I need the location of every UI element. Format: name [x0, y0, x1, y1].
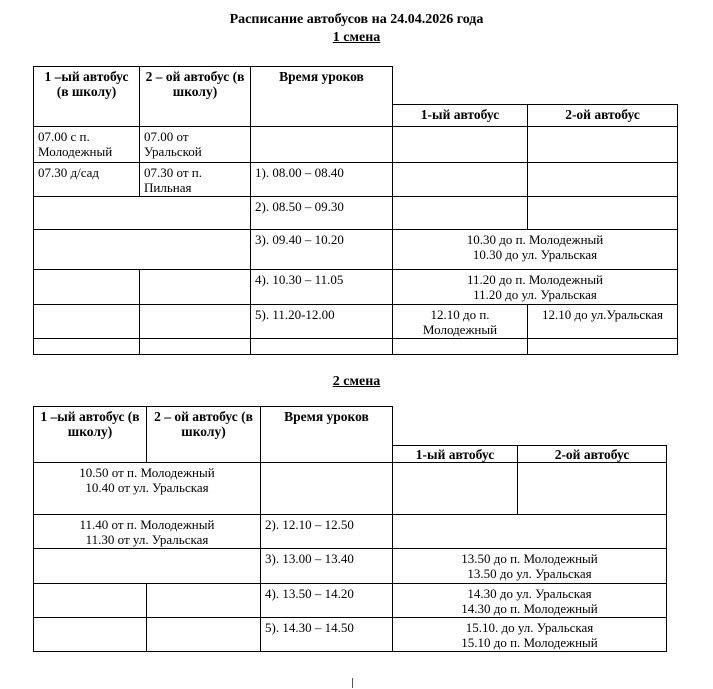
cell	[33, 548, 261, 584]
empty-cell	[33, 583, 147, 618]
cell: 4). 10.30 – 11.05	[250, 269, 393, 305]
cell	[392, 514, 667, 549]
header-bus2-to-school: 2 – ой автобус (в школу)	[139, 66, 251, 127]
cell: 3). 09.40 – 10.20	[250, 229, 393, 270]
cell: 07.30 от п. Пильная	[139, 162, 251, 197]
cell	[392, 162, 528, 197]
empty-cell	[33, 338, 140, 355]
text-cursor	[352, 678, 353, 688]
cell: 14.30 до ул. Уральская 14.30 до п. Молодежный	[392, 583, 667, 618]
cell: 10.50 от п. Молодежный 10.40 от ул. Уральская	[33, 462, 261, 515]
empty-cell	[146, 583, 261, 618]
header-bus2-back: 2-ой автобус	[517, 445, 667, 463]
empty-cell	[517, 462, 667, 515]
cell: 15.10. до ул. Уральская 15.10 до п. Молодежный	[392, 617, 667, 652]
cell: 10.30 до п. Молодежный 10.30 до ул. Уральская	[392, 229, 678, 270]
cell: 2). 12.10 – 12.50	[260, 514, 393, 549]
cell: 07.30 д/сад	[33, 162, 140, 197]
shift1-label: 1 смена	[332, 30, 381, 45]
cell	[33, 229, 251, 270]
empty-cell	[33, 617, 147, 652]
cell: 5). 11.20-12.00	[250, 304, 393, 339]
cell	[33, 196, 251, 230]
empty-cell	[139, 338, 251, 355]
header-lessons: Время уроков	[260, 406, 393, 463]
header-lessons: Время уроков	[250, 66, 393, 127]
header-bus1-to-school: 1 –ый автобус (в школу)	[33, 66, 140, 127]
header-bus2-to-school: 2 – ой автобус (в школу)	[146, 406, 261, 463]
cell	[260, 462, 393, 515]
cell: 07.00 от Уральской	[139, 126, 251, 163]
header-bus1-back: 1-ый автобус	[392, 445, 518, 463]
cell: 11.40 от п. Молодежный 11.30 от ул. Уральская	[33, 514, 261, 549]
cell	[33, 269, 140, 305]
empty-cell	[527, 338, 678, 355]
cell: 13.50 до п. Молодежный 13.50 до ул. Уральская	[392, 548, 667, 584]
cell: 12.10 до п. Молодежный	[392, 304, 528, 339]
cell: 1). 08.00 – 08.40	[250, 162, 393, 197]
empty-cell	[392, 338, 528, 355]
cell: 3). 13.00 – 13.40	[260, 548, 393, 584]
cell	[139, 304, 251, 339]
cell	[139, 269, 251, 305]
header-bus1-back: 1-ый автобус	[392, 104, 528, 127]
document-title: Расписание автобусов на 24.04.2026 года	[229, 12, 484, 27]
shift2-label: 2 смена	[332, 374, 381, 389]
cell	[527, 196, 678, 230]
cell	[527, 162, 678, 197]
cell	[392, 196, 528, 230]
cell	[392, 126, 528, 163]
empty-cell	[146, 617, 261, 652]
empty-cell	[250, 338, 393, 355]
header-bus1-to-school: 1 –ый автобус (в школу)	[33, 406, 147, 463]
cell: 12.10 до ул.Уральская	[527, 304, 678, 339]
cell	[250, 126, 393, 163]
cell: 2). 08.50 – 09.30	[250, 196, 393, 230]
cell	[33, 304, 140, 339]
cell: 5). 14.30 – 14.50	[260, 617, 393, 652]
cell: 11.20 до п. Молодежный 11.20 до ул. Уральская	[392, 269, 678, 305]
header-bus2-back: 2-ой автобус	[527, 104, 678, 127]
cell: 4). 13.50 – 14.20	[260, 583, 393, 618]
cell: 07.00 с п. Молодежный	[33, 126, 140, 163]
cell	[527, 126, 678, 163]
empty-cell	[392, 462, 518, 515]
